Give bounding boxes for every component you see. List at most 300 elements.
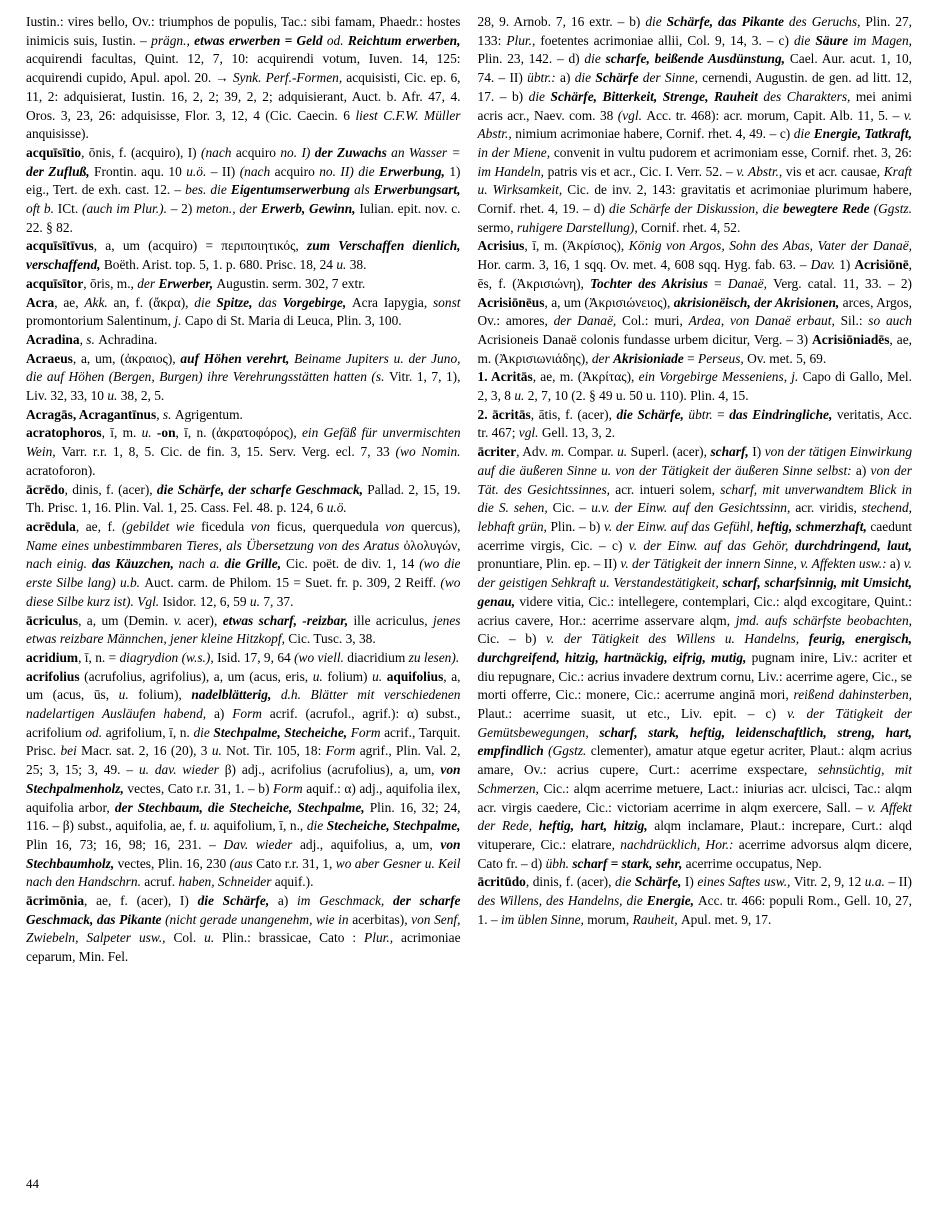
entry-text-segment: die bbox=[645, 14, 667, 29]
entry-text-segment: etwas erwerben = Geld bbox=[194, 32, 327, 48]
entry-text-segment: Cornif. rhet. 4, 52. bbox=[641, 219, 741, 235]
entry-text-segment: – 2) bbox=[170, 201, 197, 217]
entry-text-segment: der Zuwachs bbox=[314, 144, 392, 160]
entry-text-segment: die Schärfe, der scharfe Geschmack, bbox=[156, 481, 368, 497]
dictionary-entry-acritudo bbox=[478, 873, 913, 929]
entry-text-segment: nimium acrimoniae habere, Cornif. rhet. 4, 49. – c) bbox=[515, 126, 794, 142]
entry-text-segment: clementer), amatur atque egetur acriter, Plaut.: alqm acrius amare, Ov.: acrius cupere, Curt.: acerrime exspectare, bbox=[477, 743, 913, 778]
entry-text-segment: Col.: muri, bbox=[622, 313, 689, 329]
entry-text-segment: u. bbox=[514, 388, 528, 404]
entry-text-segment: , ōnis, f. (acquiro), I) bbox=[81, 144, 201, 160]
entry-text-segment: , ae, bbox=[54, 294, 85, 310]
entry-text-segment: reißend dahinsterben, bbox=[793, 687, 912, 703]
entry-text-segment: , ī, m. (Ἀκρίσιος), bbox=[524, 238, 629, 254]
entry-text-segment: Plin 16, 73; 16, 98; 16, 231. – bbox=[26, 836, 224, 852]
entry-text-segment: u. dav. wieder bbox=[138, 762, 225, 778]
entry-text-segment: , ae, f. bbox=[75, 518, 122, 534]
entry-text-segment: scharf = stark, sehr, bbox=[572, 855, 686, 871]
entry-text-segment: Beiname Jupiters u. der Juno, die auf Höhen (Bergen, Burgen) ihre Verehrungsstätten hatten (s. bbox=[26, 350, 461, 385]
entry-text-segment: (vgl. bbox=[617, 107, 647, 123]
dictionary-entry-Acrisius bbox=[478, 237, 913, 368]
entry-text-segment: Pallad. 2, 15, 19. Th. Prisc. 1, 16. Plin. Val. 1, 25. Cass. Fel. 48. p. 124, 6 bbox=[26, 481, 461, 516]
entry-text-segment: nachdrücklich, bbox=[620, 836, 706, 852]
entry-text-segment: u. bbox=[107, 388, 121, 404]
entry-text-segment: (wo Nomin. bbox=[395, 444, 461, 460]
entry-text-segment: Dav. bbox=[810, 257, 840, 273]
entry-text-segment: Cael. Aur. acut. 1, 10, 74. – II) bbox=[477, 51, 912, 86]
entry-text-segment: die bbox=[793, 126, 814, 142]
entry-text-segment: acr. intueri solem, bbox=[615, 481, 721, 497]
entry-text-segment: der Zufluß, bbox=[26, 163, 95, 179]
entry-text-segment: Erwerber, bbox=[158, 275, 217, 291]
entry-text-segment: Iulian. epit. nov. c. 22. § 82. bbox=[26, 201, 461, 235]
entry-text-segment: bes. die bbox=[185, 182, 231, 198]
entry-text-segment: (Ggstz. bbox=[548, 743, 591, 759]
entry-text-segment: alqm inclamare, Plaut.: increpare, Curt.: alqd vituperare, Cic.: elatrare, bbox=[477, 818, 912, 852]
entry-text-segment: übh. bbox=[545, 855, 573, 871]
entry-text-segment: acrimoniae ceparum, Min. Fel. bbox=[26, 930, 461, 965]
entry-text-segment: sonst bbox=[432, 294, 461, 310]
entry-text-segment: der scharfe Geschmack, das Pikante bbox=[26, 893, 461, 927]
entry-text-segment: Name eines unbestimmbaren Tieres, als Übersetzung von des Aratus bbox=[26, 537, 404, 553]
entry-text-segment: haben, Schneider bbox=[178, 874, 275, 890]
entry-text-segment: Cic. de inv. 2, 143: gravitatis et acrimoniae plurimum habere, Cornif. rhet. 4, 19. – d) bbox=[477, 182, 912, 217]
entry-text-segment: so auch bbox=[868, 313, 912, 329]
entry-text-segment: , a, um (acquiro) = περιποιητικός, bbox=[93, 238, 307, 254]
entry-text-segment: von Stechbaumholz, bbox=[26, 836, 461, 871]
entry-text-segment: Varr. r.r. 1, 8, 5. Cic. de fin. 3, 15. Serv. Verg. ecl. 7, 33 bbox=[61, 444, 396, 460]
entry-text-segment: akrisionëisch, der Akrisionen, bbox=[673, 294, 843, 310]
entry-text-segment: zum Verschaffen dienlich, verschaffend, bbox=[26, 238, 461, 273]
entry-text-segment: aquif.). bbox=[274, 874, 314, 890]
entry-text-segment: von bbox=[250, 518, 277, 534]
entry-text-segment: Plin. 23, 142. – d) bbox=[477, 51, 585, 67]
entry-text-segment: acer), bbox=[187, 612, 223, 628]
entry-text-segment: acrēdula bbox=[26, 518, 76, 534]
entry-text-segment: bei bbox=[60, 743, 82, 759]
entry-text-segment: bewegtere Rede bbox=[782, 201, 874, 217]
entry-text-segment: acerrime occupatus, Nep. bbox=[685, 855, 822, 871]
entry-text-segment: u. bbox=[141, 425, 157, 441]
entry-text-segment: , a, um (Demin. bbox=[78, 612, 174, 628]
entry-text-segment: Ov. met. 5, 69. bbox=[747, 350, 827, 366]
entry-text-segment: a) bbox=[855, 462, 871, 478]
entry-text-segment: die bbox=[615, 874, 635, 890]
entry-text-segment: übtr. bbox=[688, 406, 718, 422]
entry-text-segment: ficedula bbox=[201, 518, 251, 534]
entry-text-segment: , a, um (acus, ūs, bbox=[26, 668, 461, 703]
entry-text-segment: des Willens, des Handelns, die bbox=[477, 893, 647, 909]
entry-text-segment: acratoforon). bbox=[26, 462, 96, 478]
entry-text-segment: Plin. 16, 32; 24, 116. – β) subst., aquifolia, ae, f. bbox=[26, 799, 461, 834]
entry-text-segment: I) bbox=[684, 874, 698, 890]
entry-text-segment: od. bbox=[85, 724, 106, 740]
entry-text-segment: Perseus, bbox=[698, 350, 748, 366]
entry-text-segment: u.a. bbox=[864, 874, 889, 890]
entry-text-segment: v. der geistigen Sehkraft u. Verstandestätigkeit, bbox=[477, 556, 912, 591]
entry-text-segment: u.v. der Einw. auf den Gesichtssinn, bbox=[591, 500, 796, 516]
entry-text-segment: Acrisiōniadēs bbox=[812, 331, 890, 347]
entry-text-segment: acquīsītor bbox=[26, 275, 84, 291]
entry-text-segment: promontorium Salentinum, bbox=[26, 313, 175, 329]
entry-text-segment: anquisisse). bbox=[26, 126, 89, 142]
right-column bbox=[478, 13, 913, 967]
entry-text-segment: nach a. bbox=[178, 556, 225, 572]
entry-text-segment: Rauheit, bbox=[632, 911, 681, 927]
entry-text-segment: heftig, hart, hitzig, bbox=[538, 818, 655, 834]
entry-text-segment: meton., der bbox=[196, 201, 261, 217]
entry-text-segment: 38, 2, 5. bbox=[120, 388, 165, 404]
entry-text-segment: v. Abstr., bbox=[477, 107, 913, 142]
entry-text-segment: Sil.: bbox=[840, 313, 869, 329]
entry-text-segment: , ēs, f. (Ἀκρισιώνη), bbox=[477, 257, 912, 291]
entry-text-segment: Vitr. 1, 7, 1), Liv. 32, 33, 10 bbox=[26, 369, 461, 404]
entry-text-segment: v. Abstr., bbox=[736, 163, 786, 179]
entry-text-segment: Capo di St. Maria di Leuca, Plin. 3, 100. bbox=[184, 313, 402, 329]
entry-text-segment: Acrisiōnē bbox=[854, 257, 909, 273]
entry-text-segment: aquif.: α) adj., aquifolia ilex, aquifolia arbor, bbox=[26, 780, 461, 815]
entry-text-segment: -on bbox=[156, 425, 176, 441]
entry-text-segment: Danaë, bbox=[727, 275, 774, 291]
entry-text-segment: j. bbox=[174, 313, 185, 329]
entry-text-segment: der Stechbaum, die Stecheiche, Stechpalme, bbox=[114, 799, 370, 815]
entry-text-segment: Apul. met. 9, 17. bbox=[680, 911, 772, 927]
entry-text-segment: diagrydion (w.s.), bbox=[119, 649, 218, 665]
entry-text-segment: acratophoros bbox=[26, 425, 102, 441]
entry-text-segment: Boëth. Arist. top. 5, 1. p. 680. Prisc. 18, 24 bbox=[103, 257, 337, 273]
dictionary-entry-acrifolius bbox=[26, 668, 461, 892]
entry-text-segment: acquirendi facultas, Quint. 12, 7, 10: acquirendi votum, Iuven. 14, 125: acquirendi cupido, Apul. apol. 20. → bbox=[26, 51, 461, 86]
entry-text-segment: acquisisti, Cic. ep. 6, 11, 2: adquisierat, Iustin. 16, 2, 2; 39, 2, 2; adquisierant, Auct. b. Afr. 47, 4. Oros. 3, 23, 26: adquisisse, Flor. 3, 12, 4 (Cic. Caecin. 6 bbox=[26, 70, 461, 123]
entry-text-segment: ācritūdo bbox=[477, 874, 526, 890]
entry-text-segment: sehnsüchtig, mit Schmerzen, bbox=[477, 762, 912, 796]
entry-text-segment: Acradina bbox=[26, 331, 80, 347]
page-columns bbox=[26, 13, 912, 967]
dictionary-entry-acrimonia bbox=[26, 892, 461, 967]
entry-text-segment: s. bbox=[162, 406, 175, 422]
entry-text-segment: das Eindringliche, bbox=[729, 406, 837, 422]
entry-text-segment: Erwerbung, bbox=[379, 163, 450, 179]
entry-text-segment: (wo die erste Silbe lang) u.b. bbox=[26, 556, 461, 591]
entry-text-segment: jmd. aufs schärfste beobachten, bbox=[735, 612, 912, 628]
entry-text-segment: Dav. wieder bbox=[223, 836, 300, 852]
dictionary-entry-acredo bbox=[26, 481, 461, 518]
entry-text-segment: arces, Argos, Ov.: amores, bbox=[477, 294, 912, 329]
entry-text-segment: 38. bbox=[349, 257, 367, 273]
dictionary-entry-2-acritas bbox=[478, 406, 913, 443]
entry-text-segment: 7, 37. bbox=[263, 593, 294, 609]
entry-text-segment: die bbox=[306, 818, 327, 834]
entry-text-segment: acquīsītīvus bbox=[26, 238, 94, 254]
entry-text-segment: Akrisioniade bbox=[613, 350, 688, 366]
entry-text-segment: acerrime advorsus alqm dicere, Cato fr. – d) bbox=[477, 836, 913, 871]
entry-text-segment: Not. Tir. 105, 18: bbox=[226, 743, 326, 759]
entry-text-segment: , Adv. bbox=[516, 444, 552, 460]
dictionary-entry-acquisitor bbox=[26, 275, 461, 294]
entry-text-segment: v. der Tätigkeit der innern Sinne, v. Affekten usw.: bbox=[620, 556, 890, 572]
entry-text-segment: Form bbox=[325, 743, 360, 759]
entry-text-segment: Auct. carm. de Philom. 15 = Suet. fr. p. 309, 2 Reiff. bbox=[144, 575, 441, 591]
entry-text-segment: Plur., bbox=[506, 32, 541, 48]
entry-text-segment: u. bbox=[372, 668, 387, 684]
entry-text-segment: Vorgebirge, bbox=[282, 294, 352, 310]
entry-text-segment: no. II) die bbox=[319, 163, 380, 179]
entry-text-segment: Hor.: bbox=[705, 836, 739, 852]
entry-text-segment: , ōris, m., bbox=[83, 275, 138, 291]
entry-text-segment: Compar. bbox=[567, 444, 618, 460]
entry-text-segment: Cic. – bbox=[552, 500, 592, 516]
entry-text-segment: heftig, schmerzhaft, bbox=[756, 518, 871, 534]
entry-text-segment: Acraeus bbox=[26, 350, 73, 366]
entry-text-segment: Vitr. 2, 9, 12 bbox=[793, 874, 865, 890]
entry-text-segment: 1) eig., Tert. de exh. cast. 12. – bbox=[26, 163, 461, 198]
entry-text-segment: 2, 7, 10 (2. § 49 u. 50 u. 110). Plin. 4, 15. bbox=[527, 388, 749, 404]
entry-text-segment: scharfe, beißende Ausdünstung, bbox=[605, 51, 790, 67]
entry-text-segment: I) bbox=[752, 444, 765, 460]
entry-text-segment: der bbox=[137, 275, 159, 291]
entry-text-segment: Achradina. bbox=[98, 331, 158, 347]
entry-text-segment: scharf, scharfsinnig, mit Umsicht, genau, bbox=[477, 575, 912, 609]
entry-text-segment: Acrisioneis Danaë colonis fundasse urbem dicitur, Verg. – 3) bbox=[477, 331, 813, 347]
entry-text-segment: acruf. bbox=[144, 874, 179, 890]
entry-text-segment: Isid. 17, 9, 64 bbox=[217, 649, 295, 665]
entry-text-segment: vectes, Plin. 16, 230 bbox=[117, 855, 230, 871]
entry-text-segment: u. bbox=[249, 593, 264, 609]
entry-text-segment: Acc. tr. 466: populi Rom., Gell. 10, 27, 1. – bbox=[477, 893, 912, 927]
entry-text-segment: v. der Tätigkeit der Gemütsbewegungen, bbox=[477, 706, 912, 740]
entry-text-segment: Acc. tr. 468): acr. morum, Capit. Alb. 11, 5. – bbox=[646, 107, 904, 123]
entry-text-segment: im Handeln, bbox=[477, 163, 548, 179]
dictionary-entry-1-Acritas bbox=[478, 368, 913, 405]
entry-text-segment: im üblen Sinne, bbox=[500, 911, 588, 927]
entry-text-segment: (nach bbox=[201, 144, 236, 160]
entry-text-segment: die Schärfe der Diskussion, die bbox=[609, 201, 783, 217]
entry-text-segment: wo aber Gesner u. Keil nach den Handschrn. bbox=[26, 855, 461, 890]
entry-text-segment: acrif., Tarquit. Prisc. bbox=[26, 724, 461, 759]
entry-text-segment: , ae, m. (Ἀκρισιωνιάδης), bbox=[477, 331, 912, 366]
entry-text-segment: 1) bbox=[839, 257, 855, 273]
entry-text-segment: (auch im Plur.). bbox=[82, 201, 171, 217]
dictionary-entry-Acra bbox=[26, 294, 461, 331]
entry-text-segment: (gebildet wie bbox=[121, 518, 202, 534]
entry-text-segment: a) bbox=[213, 706, 233, 722]
entry-text-segment: ruhigere Darstellung), bbox=[516, 219, 642, 235]
entry-text-segment: , ī, m. bbox=[101, 425, 142, 441]
entry-text-segment: stechend, lebhaft grün, bbox=[477, 500, 912, 534]
entry-text-segment: vis et acr. causae, bbox=[785, 163, 884, 179]
entry-text-segment: Cato r.r. 31, 1, bbox=[256, 855, 336, 871]
dictionary-entry-acrimonia-continuation bbox=[478, 13, 913, 237]
entry-text-segment: (acrufolius, agrifolius), a, um (acus, eris, bbox=[79, 668, 313, 684]
entry-text-segment: die bbox=[793, 32, 816, 48]
entry-text-segment: die bbox=[194, 294, 217, 310]
entry-text-segment: acrif. (acrufol., agrif.): α) subst., acrifolium bbox=[26, 706, 461, 740]
entry-text-segment: Kraft u. Wirksamkeit, bbox=[477, 163, 912, 198]
entry-text-segment: Spitze, bbox=[216, 294, 259, 310]
entry-text-segment: pronuntiare, Plin. ep. – II) bbox=[477, 556, 621, 572]
entry-text-segment: Erwerbungsart, bbox=[373, 182, 461, 198]
entry-text-segment: (nach bbox=[239, 163, 275, 179]
entry-text-segment: od. bbox=[326, 32, 348, 48]
entry-text-segment: eines Saftes usw., bbox=[697, 874, 794, 890]
entry-text-segment: Macr. sat. 2, 16 (20), 3 bbox=[81, 743, 212, 759]
entry-text-segment: Energie, bbox=[646, 893, 698, 909]
entry-text-segment: morum, bbox=[587, 911, 633, 927]
entry-text-segment: von der Tät. des Gesichtssinnes, bbox=[477, 462, 912, 497]
entry-text-segment: , ī, n. (ἀκρατοφόρος), bbox=[175, 425, 302, 441]
entry-text-segment: u. bbox=[204, 930, 223, 946]
entry-text-segment: scharf, stark, heftig, leidenschaftlich, streng, hart, empfindlich bbox=[477, 724, 912, 759]
entry-text-segment: convenit in vultu pudorem et acrimoniam esse, Cornif. rhet. 3, 26: bbox=[553, 144, 912, 160]
entry-text-segment: = bbox=[714, 275, 728, 291]
entry-text-segment: a) bbox=[277, 893, 298, 909]
entry-text-segment: ein Gefäß für unvermischten Wein, bbox=[26, 425, 461, 460]
dictionary-entry-acriculus bbox=[26, 612, 461, 649]
entry-text-segment: von Senf, Zwiebeln, Salpeter usw., bbox=[26, 911, 461, 946]
entry-text-segment: , dinis, f. (acer), bbox=[525, 874, 615, 890]
entry-text-segment: , ī, n. = bbox=[78, 649, 120, 665]
entry-text-segment: folium) bbox=[327, 668, 373, 684]
entry-text-segment: etwas scharf, -reizbar, bbox=[222, 612, 354, 628]
entry-text-segment: veritatis, Acc. tr. 467; bbox=[477, 406, 912, 441]
entry-text-segment: des Geruchs, bbox=[788, 14, 866, 29]
dictionary-entry-Acragas bbox=[26, 406, 461, 425]
entry-text-segment: = bbox=[687, 350, 699, 366]
entry-text-segment: Synk. Perf.-Formen, bbox=[232, 70, 347, 86]
entry-text-segment: ICt. bbox=[57, 201, 82, 217]
entry-text-segment: agrifolium, ī, n. bbox=[105, 724, 194, 740]
entry-text-segment: = bbox=[717, 406, 730, 422]
entry-text-segment: im Geschmack, bbox=[297, 893, 393, 909]
entry-text-segment: die bbox=[574, 70, 596, 86]
entry-text-segment: ὀλολυγών, bbox=[403, 537, 461, 553]
entry-text-segment: Cic. – b) bbox=[477, 631, 546, 647]
dictionary-entry-Acraeus bbox=[26, 350, 461, 406]
entry-text-segment: v. bbox=[173, 612, 188, 628]
entry-text-segment: Cic.: alqm acerrime metuere, Lact.: iniurias acr. ulcisci, Tac.: alqm acr. virgis caedere, Cic.: victoriam acerrime in alqm exercere, Sall. – bbox=[477, 780, 912, 815]
entry-text-segment: Eigentumserwerbung bbox=[230, 182, 355, 198]
entry-text-segment: das bbox=[258, 294, 283, 310]
entry-text-segment: 28, 9. Arnob. 7, 16 extr. – b) bbox=[477, 14, 646, 29]
entry-text-segment: feurig, energisch, durchgreifend, hitzig, hartnäckig, eifrig, mutig, bbox=[477, 631, 912, 665]
entry-text-segment: u. bbox=[200, 818, 214, 834]
entry-text-segment: Iustin.: vires bello, Ov.: triumphos de populis, Tac.: sibi famam, Phaedr.: hostes inimicis suis, Iustin. – bbox=[26, 14, 461, 48]
entry-text-segment: die bbox=[528, 88, 551, 104]
entry-text-segment: ācriter bbox=[477, 444, 517, 460]
entry-text-segment: an Wasser = bbox=[391, 144, 461, 160]
entry-text-segment: die Schärfe, bbox=[197, 893, 278, 909]
entry-text-segment: no. I) bbox=[280, 144, 315, 160]
entry-text-segment: Akk. bbox=[84, 294, 114, 310]
entry-text-segment: v. Affekt der Rede, bbox=[477, 799, 912, 834]
entry-text-segment: nach einig. bbox=[26, 556, 92, 572]
entry-text-segment: acr. viridis, bbox=[795, 500, 862, 516]
entry-text-segment: , a, um, (ἀκραιος), bbox=[72, 350, 181, 366]
entry-text-segment: der Sinne, bbox=[642, 70, 703, 86]
entry-text-segment: Superl. (acer), bbox=[630, 444, 711, 460]
entry-text-segment: übtr.: bbox=[527, 70, 561, 86]
entry-text-segment: , ae, m. (Ἀκρίτας), bbox=[532, 369, 639, 385]
entry-text-segment: , dinis, f. (acer), bbox=[64, 481, 157, 497]
entry-text-segment: Cic. Tusc. 3, 38. bbox=[288, 631, 376, 647]
entry-text-segment: cernendi, Augustin. de gen. ad litt. 12, 17. – b) bbox=[477, 70, 912, 104]
entry-text-segment: nadelblätterig, bbox=[191, 687, 281, 703]
entry-text-segment: Col. bbox=[173, 930, 205, 946]
entry-text-segment: v. der Einw. auf das Gefühl, bbox=[603, 518, 757, 534]
entry-text-segment: quercus), bbox=[411, 518, 461, 534]
entry-text-segment: Erwerb, Gewinn, bbox=[260, 201, 360, 217]
entry-text-segment: jenes etwas reizbare Männchen, jener kleine Hitzkopf, bbox=[26, 612, 461, 647]
entry-text-segment: von Stechpalmenholz, bbox=[26, 762, 461, 796]
entry-text-segment: Plin. – b) bbox=[550, 518, 604, 534]
entry-text-segment: u.ö. bbox=[186, 163, 211, 179]
entry-text-segment: , ātis, f. (acer), bbox=[530, 406, 617, 422]
entry-text-segment: patris vis et acr., Cic. I. Verr. 52. – bbox=[547, 163, 737, 179]
entry-text-segment: Plur., bbox=[364, 930, 402, 946]
entry-text-segment: a) bbox=[560, 70, 575, 86]
entry-text-segment: Acrisiōnēus bbox=[477, 294, 545, 310]
dictionary-entry-acquisitio bbox=[26, 144, 461, 238]
entry-text-segment: oft b. bbox=[26, 201, 58, 217]
left-column bbox=[26, 13, 461, 967]
entry-text-segment: die bbox=[193, 724, 214, 740]
entry-text-segment: (aus bbox=[229, 855, 257, 871]
entry-text-segment: acquiro bbox=[235, 144, 281, 160]
entry-text-segment: u. bbox=[211, 743, 227, 759]
entry-text-segment: von der tätigen Einwirkung auf die äußeren Sinne u. von der Tätigkeit der äußeren Sinne selbst: bbox=[477, 444, 913, 478]
entry-text-segment: acquiro bbox=[274, 163, 320, 179]
entry-text-segment: Acragās, Acragantīnus bbox=[26, 406, 157, 422]
entry-text-segment: Plin. 27, 133: bbox=[477, 14, 912, 48]
entry-text-segment: Reichtum erwerben, bbox=[347, 32, 461, 48]
entry-text-segment: ācrimōnia bbox=[26, 893, 85, 909]
entry-text-segment: Gell. 13, 3, 2. bbox=[541, 425, 616, 441]
entry-text-segment: u. bbox=[617, 444, 631, 460]
entry-text-segment: aquifolium, ī, n., bbox=[213, 818, 307, 834]
entry-text-segment: in der Miene, bbox=[477, 144, 554, 160]
entry-text-segment: aquifolius bbox=[386, 668, 444, 684]
entry-text-segment: 2. ācritās bbox=[477, 406, 531, 422]
entry-text-segment: Form bbox=[232, 706, 270, 722]
entry-text-segment: (nicht gerade unangenehm, wie in bbox=[165, 911, 353, 927]
entry-text-segment: Hor. carm. 3, 16, 1 sqq. Ov. met. 4, 608 sqq. Hyg. fab. 63. – bbox=[477, 257, 811, 273]
dictionary-entry-acridium bbox=[26, 649, 461, 668]
dictionary-entry-acratophoros bbox=[26, 424, 461, 480]
entry-text-segment: die Schärfe, bbox=[616, 406, 689, 422]
entry-text-segment: Tochter des Akrisius bbox=[590, 275, 715, 291]
entry-text-segment: an, f. (ἄκρα), bbox=[113, 294, 195, 310]
dictionary-entry-Acradina bbox=[26, 331, 461, 350]
entry-text-segment: acridium bbox=[26, 649, 79, 665]
entry-text-segment: durchdringend, laut, bbox=[794, 537, 913, 553]
entry-text-segment: im Magen, bbox=[853, 32, 913, 48]
dictionary-entry-acriter bbox=[478, 443, 913, 873]
entry-text-segment: Augustin. serm. 302, 7 extr. bbox=[216, 275, 366, 291]
entry-text-segment: Stechpalme, Stecheiche, bbox=[213, 724, 351, 740]
entry-text-segment: das Käuzchen, bbox=[91, 556, 179, 572]
entry-text-segment: zu lesen). bbox=[408, 649, 460, 665]
entry-text-segment: Frontin. aqu. 10 bbox=[94, 163, 187, 179]
entry-text-segment: foetentes acrimoniae allii, Col. 9, 14, 3. – c) bbox=[540, 32, 794, 48]
entry-text-segment: u. bbox=[336, 257, 350, 273]
entry-text-segment: scharf, mit unverwandtem Blick in die S. sehen, bbox=[477, 481, 912, 516]
entry-text-segment: Schärfe bbox=[595, 70, 643, 86]
entry-text-segment: caedunt acerrime virgis, Cic. – c) bbox=[477, 518, 912, 553]
entry-text-segment: acquīsītio bbox=[26, 144, 82, 160]
entry-text-segment: Verg. catal. 11, 33. – 2) bbox=[773, 275, 913, 291]
entry-text-segment: die bbox=[584, 51, 606, 67]
entry-text-segment: Acrisius bbox=[477, 238, 525, 254]
